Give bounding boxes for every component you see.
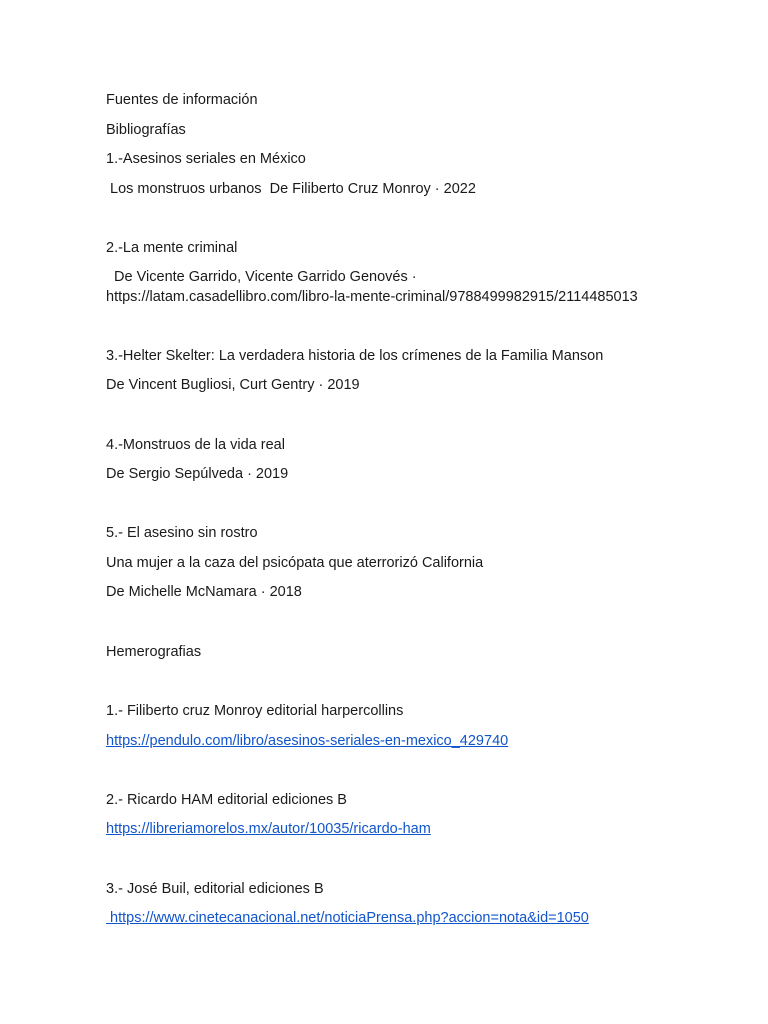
document-heading: Fuentes de información xyxy=(106,92,258,108)
hem-2-link[interactable]: https://libreriamorelos.mx/autor/10035/ricardo-ham xyxy=(106,821,431,837)
bib-2-url: https://latam.casadellibro.com/libro-la-mente-criminal/9788499982915/2114485013 xyxy=(106,289,638,305)
bib-2-detail: De Vicente Garrido, Vicente Garrido Genovés · xyxy=(106,269,417,285)
bib-2-title: 2.-La mente criminal xyxy=(106,240,238,256)
hem-3-title: 3.- José Buil, editorial ediciones B xyxy=(106,881,324,897)
bib-5-subtitle: Una mujer a la caza del psicópata que aterrorizó California xyxy=(106,555,484,571)
bib-5-detail: De Michelle McNamara · 2018 xyxy=(106,584,302,600)
bib-5-title: 5.- El asesino sin rostro xyxy=(106,525,258,541)
hem-3-link[interactable]: https://www.cinetecanacional.net/noticiaPrensa.php?accion=nota&id=1050 xyxy=(106,910,589,926)
hem-1-title: 1.- Filiberto cruz Monroy editorial harpercollins xyxy=(106,703,404,719)
bib-4-title: 4.-Monstruos de la vida real xyxy=(106,437,285,453)
bibliografias-title: Bibliografías xyxy=(106,122,186,138)
hemerografias-title: Hemerografias xyxy=(106,644,202,660)
hem-2-title: 2.- Ricardo HAM editorial ediciones B xyxy=(106,792,347,808)
hem-1-link[interactable]: https://pendulo.com/libro/asesinos-seriales-en-mexico_429740 xyxy=(106,733,509,749)
bib-1-detail: Los monstruos urbanos De Filiberto Cruz Monroy · 2022 xyxy=(106,181,476,197)
bib-4-detail: De Sergio Sepúlveda · 2019 xyxy=(106,466,289,482)
bib-1-title: 1.-Asesinos seriales en México xyxy=(106,151,306,167)
bib-3-title: 3.-Helter Skelter: La verdadera historia de los crímenes de la Familia Manson xyxy=(106,348,604,364)
bib-3-detail: De Vincent Bugliosi, Curt Gentry · 2019 xyxy=(106,377,360,393)
